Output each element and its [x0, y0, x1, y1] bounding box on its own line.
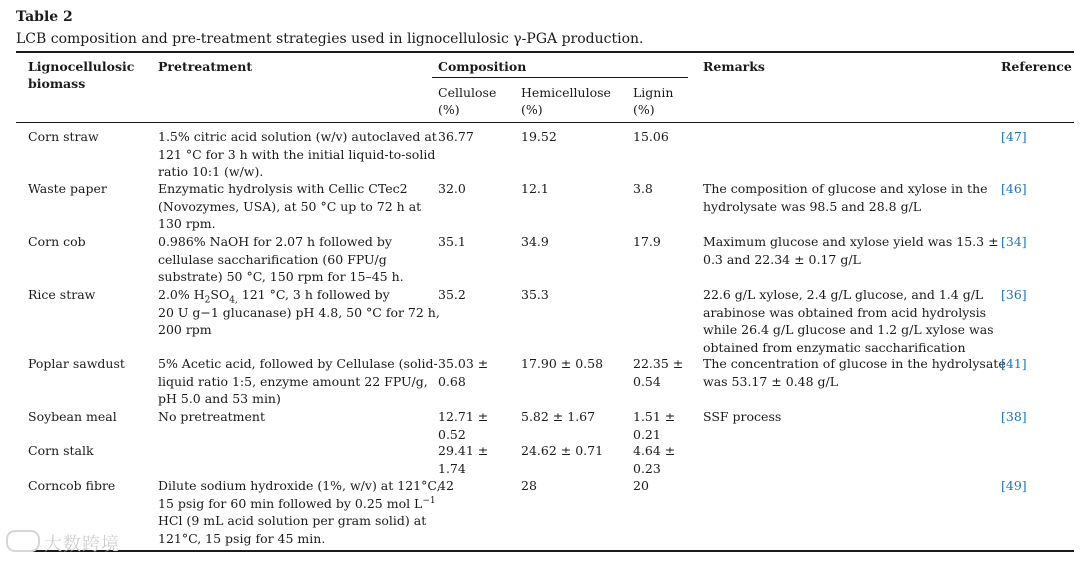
row-remarks: Maximum glucose and xylose yield was 15.3 ± 0.3 and 22.34 ± 0.17 g/L	[703, 234, 999, 267]
row-biomass: Poplar sawdust	[28, 356, 125, 371]
row-hemicellulose: 34.9	[521, 234, 549, 249]
subheader-cellulose: Cellulose (%)	[438, 85, 497, 117]
row-remarks: 22.6 g/L xylose, 2.4 g/L glucose, and 1.4 g/L arabinose was obtained from acid hydrolysis while 26.4 g/L glucose and 1.2 g/L xylose was obtained from enzymatic saccharification	[703, 287, 994, 355]
row-lignin: 1.51 ± 0.21	[633, 409, 676, 442]
row-hemicellulose: 17.90 ± 0.58	[521, 356, 604, 371]
row-biomass: Rice straw	[28, 287, 96, 302]
bottom-rule	[16, 550, 1074, 552]
row-lignin: 22.35 ± 0.54	[633, 356, 684, 389]
row-lignin: 15.06	[633, 129, 669, 144]
table-label: Table 2	[16, 9, 73, 25]
row-pretreatment: 0.986% NaOH for 2.07 h followed by cellulase saccharification (60 FPU/g substrate) 50 °C, 150 rpm for 15–45 h.	[158, 234, 404, 284]
row-biomass: Corncob fibre	[28, 478, 116, 493]
table-caption: LCB composition and pre-treatment strategies used in lignocellulosic γ-PGA production.	[16, 31, 644, 47]
row-hemicellulose: 19.52	[521, 129, 557, 144]
row-lignin: 3.8	[633, 181, 653, 196]
reference-link[interactable]: [47]	[1001, 129, 1027, 144]
header-reference: Reference	[1001, 59, 1072, 74]
composition-rule	[432, 77, 688, 78]
reference-link[interactable]: [41]	[1001, 356, 1027, 371]
header-pretreatment: Pretreatment	[158, 59, 253, 74]
row-lignin: 17.9	[633, 234, 661, 249]
row-cellulose: 35.2	[438, 287, 466, 302]
row-pretreatment: 5% Acetic acid, followed by Cellulase (solid- liquid ratio 1:5, enzyme amount 22 FPU/g, pH 5.0 and 53 min)	[158, 356, 438, 406]
row-biomass: Corn cob	[28, 234, 86, 249]
row-cellulose: 35.03 ± 0.68	[438, 356, 489, 389]
header-remarks: Remarks	[703, 59, 765, 74]
row-biomass: Soybean meal	[28, 409, 117, 424]
row-hemicellulose: 35.3	[521, 287, 549, 302]
row-hemicellulose: 12.1	[521, 181, 549, 196]
row-remarks: The concentration of glucose in the hydrolysate was 53.17 ± 0.48 g/L	[703, 356, 1006, 389]
row-pretreatment: Dilute sodium hydroxide (1%, w/v) at 121°C, 15 psig for 60 min followed by 0.25 mol $L^{-1}$ HCl (9 mL acid solution per gram solid) at 121°C, 15 psig for 45 min.	[158, 478, 441, 546]
row-cellulose: 42	[438, 478, 454, 493]
row-pretreatment: 1.5% citric acid solution (w/v) autoclaved at 121 °C for 3 h with the initial liquid-to-solid ratio 10:1 (w/w).	[158, 129, 437, 179]
row-remarks: The composition of glucose and xylose in the hydrolysate was 98.5 and 28.8 g/L	[703, 181, 988, 214]
watermark: 大数跨境	[6, 530, 120, 556]
header-rule	[16, 122, 1074, 123]
reference-link[interactable]: [34]	[1001, 234, 1027, 249]
row-hemicellulose: 24.62 ± 0.71	[521, 443, 604, 458]
header-biomass: Lignocellulosic biomass	[28, 59, 135, 91]
row-cellulose: 35.1	[438, 234, 466, 249]
subheader-hemicellulose: Hemicellulose (%)	[521, 85, 611, 117]
row-biomass: Waste paper	[28, 181, 107, 196]
row-cellulose: 29.41 ± 1.74	[438, 443, 489, 476]
reference-link[interactable]: [49]	[1001, 478, 1027, 493]
row-cellulose: 12.71 ± 0.52	[438, 409, 489, 442]
chat-bubble-icon	[6, 530, 40, 552]
subheader-lignin: Lignin (%)	[633, 85, 674, 117]
row-cellulose: 32.0	[438, 181, 466, 196]
reference-link[interactable]: [38]	[1001, 409, 1027, 424]
row-lignin: 20	[633, 478, 649, 493]
row-pretreatment: Enzymatic hydrolysis with Cellic CTec2 (Novozymes, USA), at 50 °C up to 72 h at 130 rpm.	[158, 181, 422, 231]
row-hemicellulose: 5.82 ± 1.67	[521, 409, 596, 424]
row-biomass: Corn straw	[28, 129, 99, 144]
row-pretreatment: No pretreatment	[158, 409, 266, 424]
row-remarks: SSF process	[703, 409, 782, 424]
row-biomass: Corn stalk	[28, 443, 94, 458]
row-lignin: 4.64 ± 0.23	[633, 443, 676, 476]
top-rule	[16, 51, 1074, 53]
row-hemicellulose: 28	[521, 478, 537, 493]
row-pretreatment: 2.0% $H_2SO_{4,}$ 121 °C, 3 h followed by 20 U g−1 glucanase) pH 4.8, 50 °C for 72 h, 200 rpm	[158, 287, 440, 337]
header-composition: Composition	[438, 59, 527, 74]
reference-link[interactable]: [36]	[1001, 287, 1027, 302]
row-cellulose: 36.77	[438, 129, 474, 144]
reference-link[interactable]: [46]	[1001, 181, 1027, 196]
